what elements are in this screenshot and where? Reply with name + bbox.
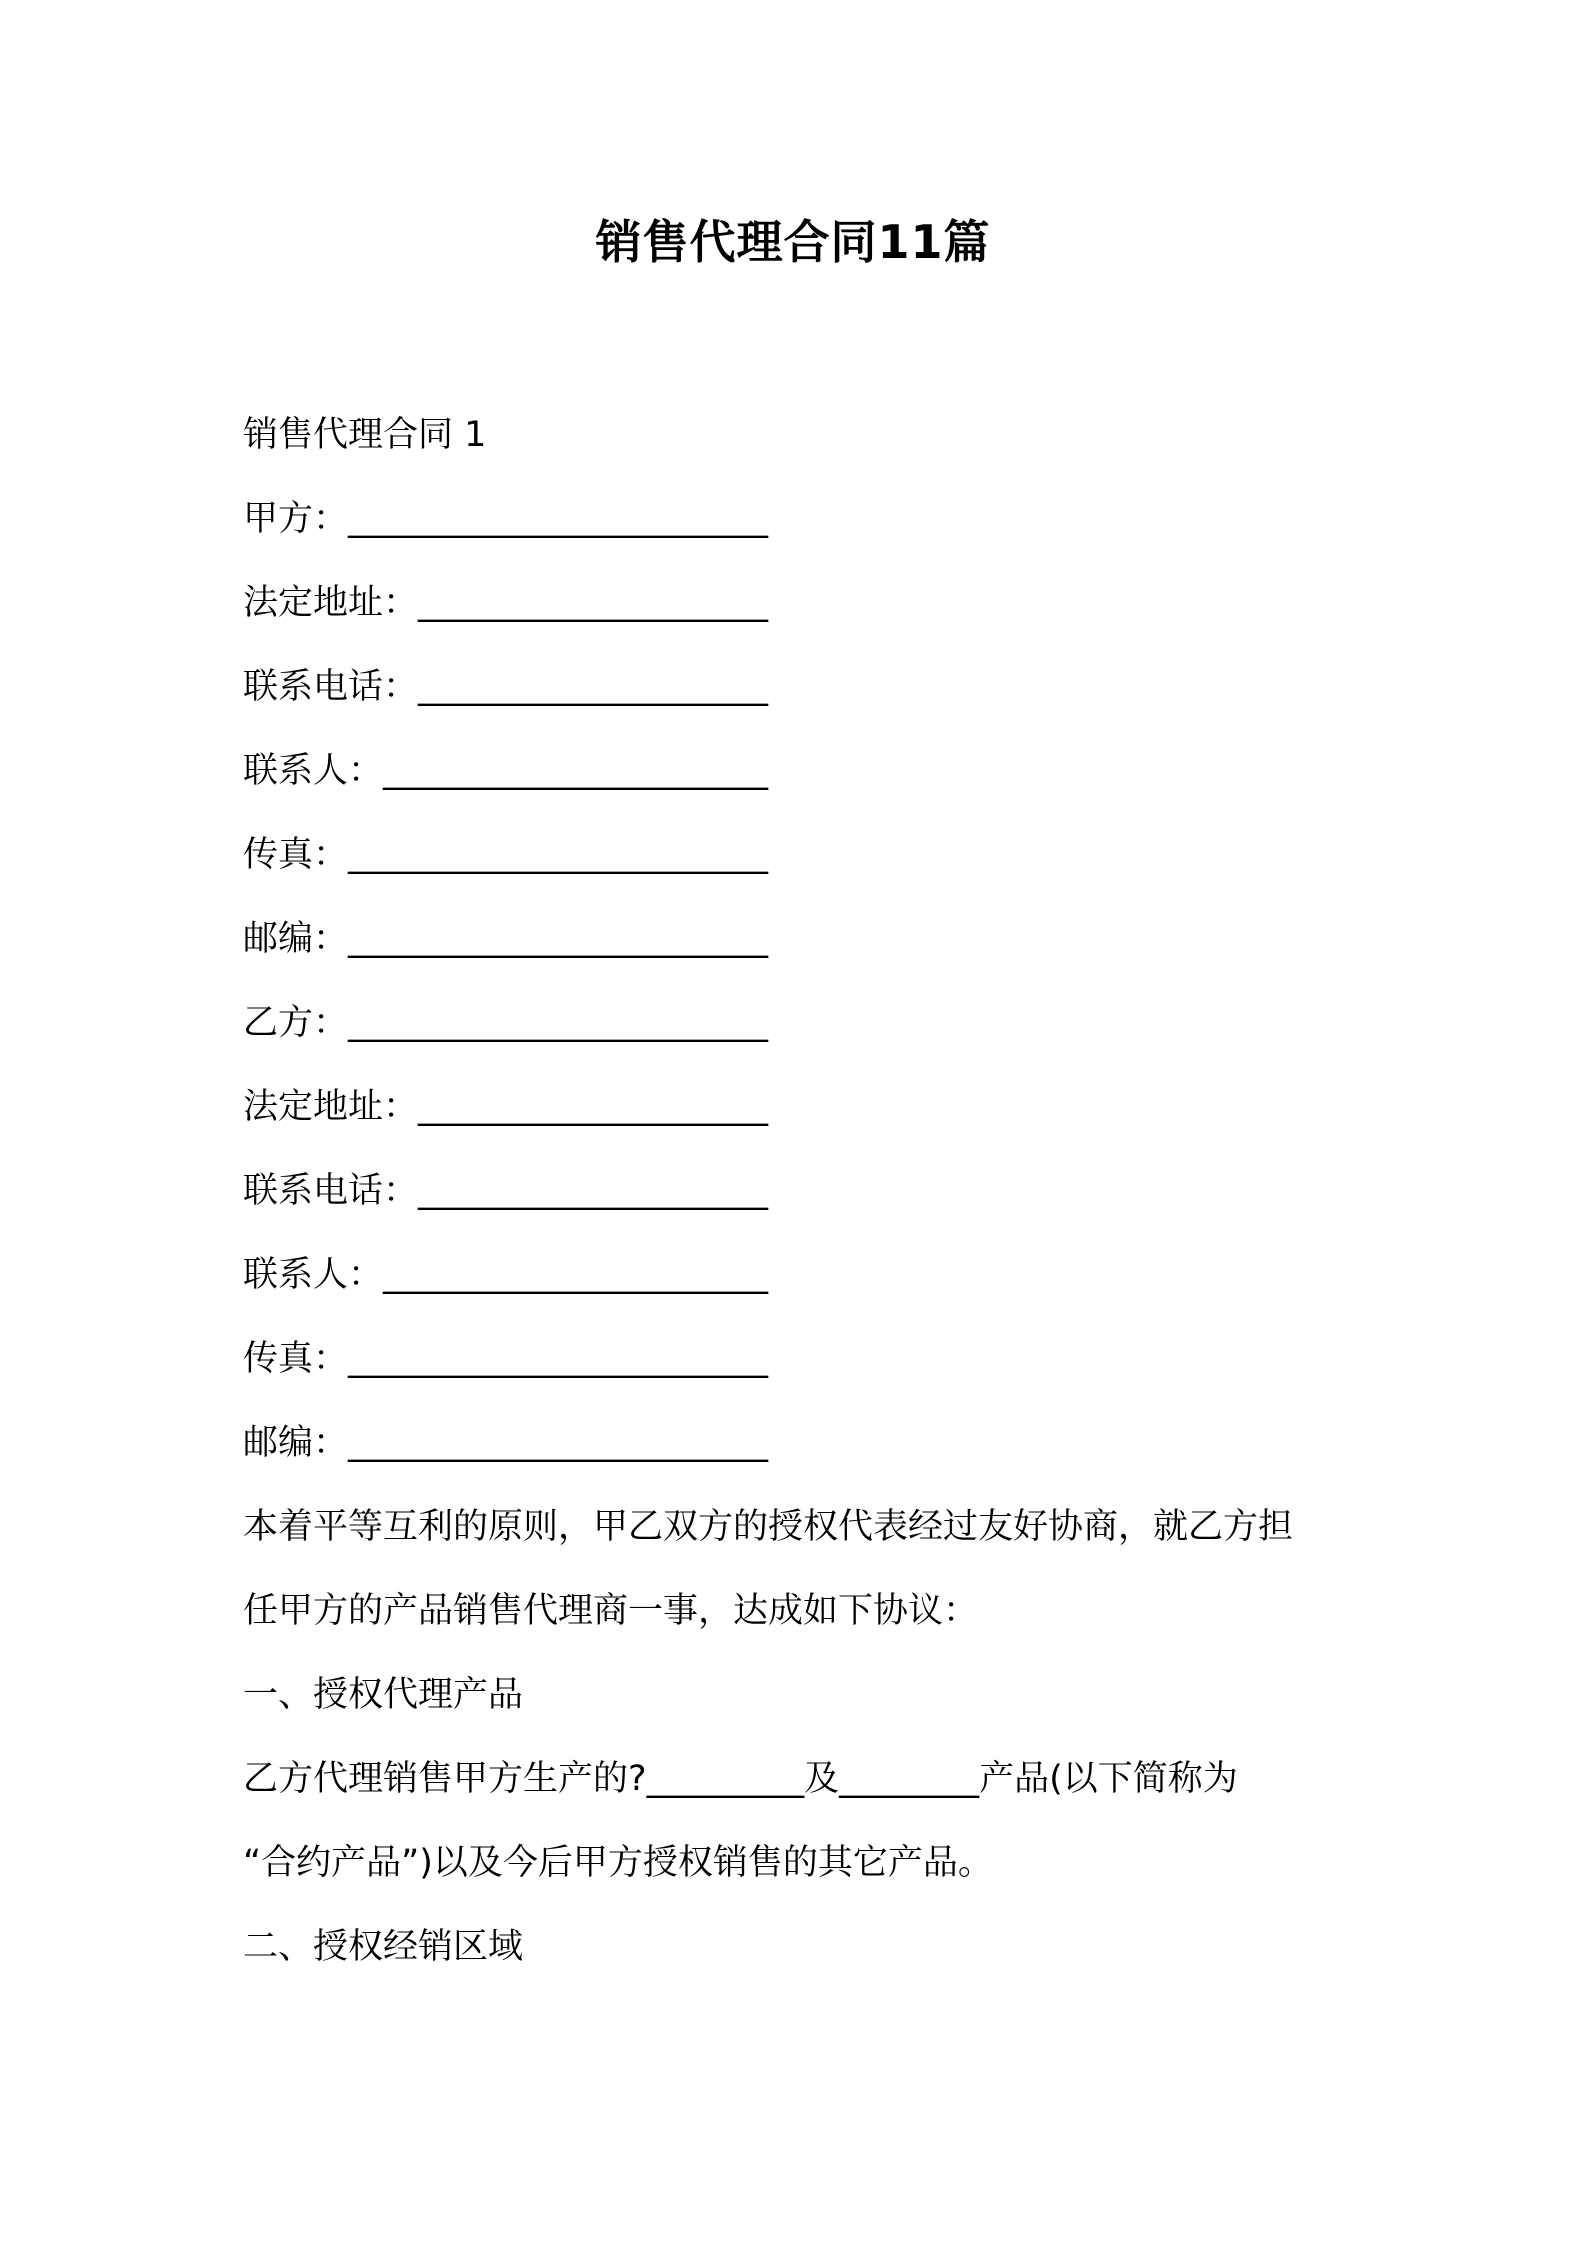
intro-paragraph-line-1: 本着平等互利的原则，甲乙双方的授权代表经过友好协商，就乙方担 (243, 1507, 1294, 1547)
party-a-postcode-field: 邮编：________________________ (243, 919, 769, 959)
party-b-phone-field: 联系电话：____________________ (243, 1171, 769, 1211)
section-title: 销售代理合同 1 (243, 415, 487, 455)
party-a-fax-field: 传真：________________________ (243, 835, 769, 875)
party-a-name-field: 甲方：________________________ (243, 499, 769, 539)
party-a-contact-field: 联系人：______________________ (243, 751, 769, 791)
party-b-address-field: 法定地址：____________________ (243, 1087, 769, 1127)
party-b-fax-field: 传真：________________________ (243, 1339, 769, 1379)
party-b-contact-field: 联系人：______________________ (243, 1255, 769, 1295)
party-a-address-field: 法定地址：____________________ (243, 583, 769, 623)
party-a-phone-field: 联系电话：____________________ (243, 667, 769, 707)
clause-2-heading: 二、授权经销区域 (243, 1927, 524, 1967)
party-b-name-field: 乙方：________________________ (243, 1003, 769, 1043)
clause-1-heading: 一、授权代理产品 (243, 1675, 524, 1715)
document-title: 销售代理合同11篇 (595, 215, 991, 269)
clause-1-paragraph-line-1: 乙方代理销售甲方生产的?_________及________产品(以下简称为 (243, 1759, 1238, 1799)
clause-1-paragraph-line-2: “合约产品”)以及今后甲方授权销售的其它产品。 (243, 1843, 993, 1883)
intro-paragraph-line-2: 任甲方的产品销售代理商一事，达成如下协议： (243, 1591, 979, 1631)
party-b-postcode-field: 邮编：________________________ (243, 1423, 769, 1463)
